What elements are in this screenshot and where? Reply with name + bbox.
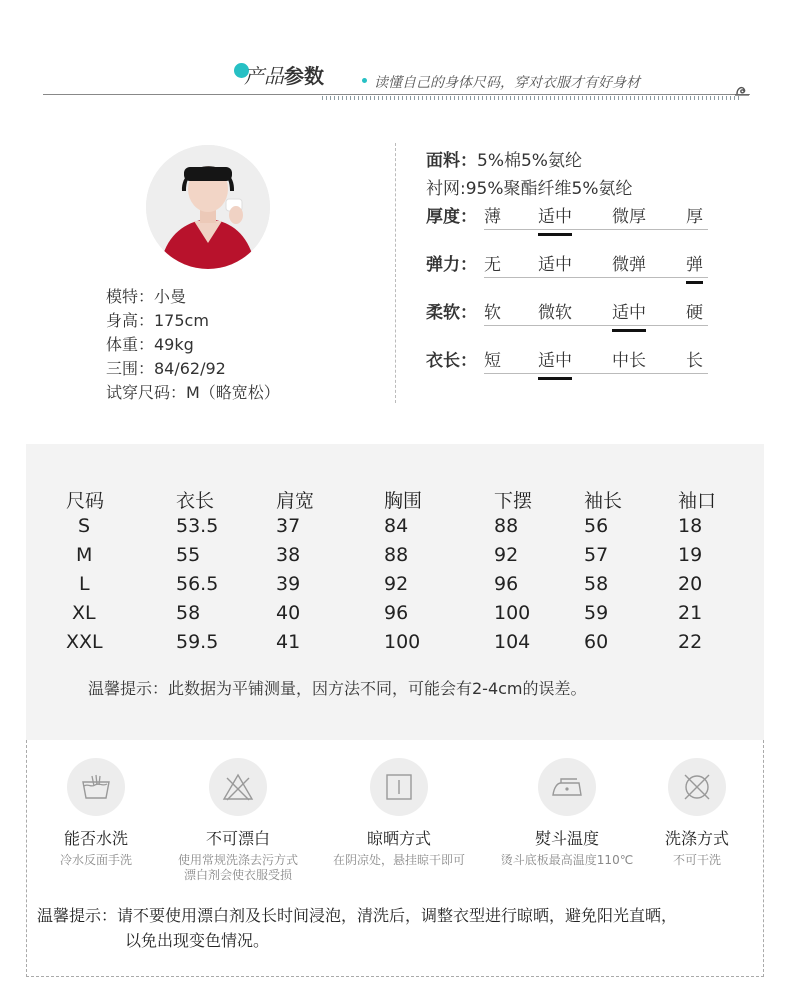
attribute-option-label: 适中 xyxy=(538,351,572,371)
section-title xyxy=(244,60,324,89)
attribute-option xyxy=(538,346,572,371)
header-divider xyxy=(43,94,750,95)
attribute-option-label: 微厚 xyxy=(612,207,646,227)
size-table-row xyxy=(26,515,764,544)
size-table-header xyxy=(26,486,764,515)
attribute-scale-line xyxy=(484,325,708,326)
size-cell: XL xyxy=(72,602,96,624)
care-title: 不可漂白 xyxy=(205,829,270,848)
size-cell: 19 xyxy=(678,544,703,566)
model-weight: 体重：49kg xyxy=(106,335,194,354)
size-header-cell: 衣长 xyxy=(176,490,215,512)
care-desc xyxy=(153,853,323,883)
care-desc-line: 漂白剂会使衣服受损 xyxy=(183,868,292,882)
size-cell: M xyxy=(76,544,93,566)
model-size: 试穿尺码：M（略宽松） xyxy=(106,383,280,402)
dry-in-shade-icon xyxy=(370,758,428,816)
care-desc-line: 冷水反面手洗 xyxy=(59,853,132,867)
size-cell: 41 xyxy=(276,631,301,653)
section-title-bold: 参数 xyxy=(284,64,324,88)
vertical-divider xyxy=(395,143,396,403)
section-header xyxy=(0,0,790,110)
attribute-label: 弹力： xyxy=(426,255,477,275)
attribute-option-label: 长 xyxy=(686,351,703,371)
fabric-label: 面料： xyxy=(426,151,477,171)
size-header-cell: 尺码 xyxy=(66,490,105,512)
size-cell: 53.5 xyxy=(176,515,219,537)
size-cell: 37 xyxy=(276,515,301,537)
attribute-option-label: 弹 xyxy=(686,255,703,275)
attribute-scale-line xyxy=(484,229,708,230)
size-cell: S xyxy=(78,515,91,537)
no-bleach-icon xyxy=(209,758,267,816)
attribute-option xyxy=(612,346,646,371)
size-header-cell: 袖口 xyxy=(678,490,717,512)
attribute-option xyxy=(484,298,501,323)
attribute-option xyxy=(538,202,572,227)
attribute-row xyxy=(426,342,726,378)
size-cell: 58 xyxy=(176,602,201,624)
size-cell: 56 xyxy=(584,515,609,537)
attribute-option-label: 适中 xyxy=(612,303,646,323)
size-table xyxy=(26,486,764,660)
attribute-option xyxy=(484,346,501,371)
model-photo xyxy=(146,145,270,269)
attribute-option-label: 微弹 xyxy=(612,255,646,275)
selected-marker xyxy=(686,281,703,284)
swirl-ornament-icon xyxy=(735,84,749,96)
selected-marker xyxy=(538,233,572,236)
attribute-option xyxy=(484,202,501,227)
care-item xyxy=(612,758,782,868)
size-table-row xyxy=(26,544,764,573)
size-header-cell: 下摆 xyxy=(494,490,533,512)
care-desc-line: 不可干洗 xyxy=(672,853,721,867)
size-cell: 57 xyxy=(584,544,609,566)
attribute-option-label: 微软 xyxy=(538,303,572,323)
size-cell: 88 xyxy=(494,515,519,537)
size-header-cell: 袖长 xyxy=(584,490,623,512)
attribute-option-label: 厚 xyxy=(686,207,703,227)
care-item xyxy=(153,758,323,883)
size-table-note: 温馨提示：此数据为平铺测量，因方法不同，可能会有2-4cm的误差。 xyxy=(88,679,587,698)
model-info xyxy=(106,285,280,405)
size-cell: 92 xyxy=(384,573,409,595)
attribute-label: 柔软： xyxy=(426,303,477,323)
attribute-label: 衣长： xyxy=(426,351,477,371)
model-name: 模特：小曼 xyxy=(106,287,187,306)
attribute-row xyxy=(426,198,726,234)
care-title: 熨斗温度 xyxy=(534,829,599,848)
attribute-option xyxy=(686,250,703,275)
size-table-row xyxy=(26,573,764,602)
size-cell: 58 xyxy=(584,573,609,595)
selected-marker xyxy=(612,329,646,332)
attribute-option-label: 短 xyxy=(484,351,501,371)
size-cell: 40 xyxy=(276,602,301,624)
care-desc-line: 在阴凉处，悬挂晾干即可 xyxy=(332,853,465,867)
size-cell: 96 xyxy=(494,573,519,595)
size-cell: 20 xyxy=(678,573,703,595)
size-cell: 21 xyxy=(678,602,703,624)
subtitle-dot-icon xyxy=(362,78,367,83)
attribute-option xyxy=(686,298,703,323)
attribute-option xyxy=(686,202,703,227)
care-note xyxy=(37,903,677,953)
size-cell: 39 xyxy=(276,573,301,595)
size-table-row xyxy=(26,602,764,631)
size-cell: 100 xyxy=(494,602,531,624)
size-cell: 104 xyxy=(494,631,531,653)
attribute-option xyxy=(538,250,572,275)
attribute-option-label: 适中 xyxy=(538,207,572,227)
model-avatar xyxy=(146,145,270,269)
care-title: 晾晒方式 xyxy=(366,829,431,848)
attribute-option-label: 硬 xyxy=(686,303,703,323)
attribute-option xyxy=(612,202,646,227)
size-cell: XXL xyxy=(66,631,103,653)
size-cell: 88 xyxy=(384,544,409,566)
care-title: 能否水洗 xyxy=(63,829,128,848)
size-header-cell: 胸围 xyxy=(384,490,423,512)
header-hatch-decoration xyxy=(322,96,742,100)
care-note-line-2: 以免出现变色情况。 xyxy=(125,931,270,950)
size-header-cell: 肩宽 xyxy=(276,490,315,512)
size-cell: 100 xyxy=(384,631,421,653)
size-cell: 84 xyxy=(384,515,409,537)
size-cell: 59.5 xyxy=(176,631,219,653)
section-subtitle: 读懂自己的身体尺码，穿对衣服才有好身材 xyxy=(374,75,640,91)
lining-value: 衬网:95%聚酯纤维5%氨纶 xyxy=(426,179,633,199)
size-table-panel xyxy=(26,444,764,740)
care-desc-line: 烫斗底板最高温度110℃ xyxy=(500,853,634,867)
care-title: 洗涤方式 xyxy=(664,829,729,848)
no-dry-clean-icon xyxy=(668,758,726,816)
attribute-label: 厚度： xyxy=(426,207,477,227)
size-cell: 18 xyxy=(678,515,703,537)
size-cell: 96 xyxy=(384,602,409,624)
care-panel xyxy=(26,740,764,977)
size-cell: 92 xyxy=(494,544,519,566)
size-cell: 55 xyxy=(176,544,201,566)
care-desc-line: 使用常规洗涤去污方式 xyxy=(177,853,298,867)
model-height: 身高：175cm xyxy=(106,311,209,330)
attribute-option xyxy=(612,298,646,323)
attribute-scale-line xyxy=(484,277,708,278)
size-cell: 38 xyxy=(276,544,301,566)
attribute-option-label: 薄 xyxy=(484,207,501,227)
care-desc xyxy=(612,853,782,868)
size-cell: L xyxy=(79,573,90,595)
size-cell: 59 xyxy=(584,602,609,624)
attribute-option-label: 无 xyxy=(484,255,501,275)
attribute-option-label: 适中 xyxy=(538,255,572,275)
size-cell: 56.5 xyxy=(176,573,219,595)
size-table-row xyxy=(26,631,764,660)
attribute-option xyxy=(538,298,572,323)
attribute-option xyxy=(686,346,703,371)
attribute-option-label: 软 xyxy=(484,303,501,323)
care-note-line-1: 温馨提示：请不要使用漂白剂及长时间浸泡，清洗后，调整衣型进行晾晒，避免阳光直晒， xyxy=(37,906,678,925)
attribute-option xyxy=(484,250,501,275)
attribute-option xyxy=(612,250,646,275)
iron-icon xyxy=(538,758,596,816)
attribute-row xyxy=(426,294,726,330)
care-desc xyxy=(314,853,484,868)
attribute-row xyxy=(426,246,726,282)
hand-wash-icon xyxy=(67,758,125,816)
care-item xyxy=(314,758,484,868)
section-title-light: 产品 xyxy=(244,64,284,88)
fabric-info xyxy=(426,147,632,203)
model-measurements: 三围：84/62/92 xyxy=(106,359,226,378)
size-cell: 22 xyxy=(678,631,703,653)
fabric-value: 5%棉5%氨纶 xyxy=(477,151,582,171)
attribute-option-label: 中长 xyxy=(612,351,646,371)
selected-marker xyxy=(538,377,572,380)
size-cell: 60 xyxy=(584,631,609,653)
attribute-scale-line xyxy=(484,373,708,374)
